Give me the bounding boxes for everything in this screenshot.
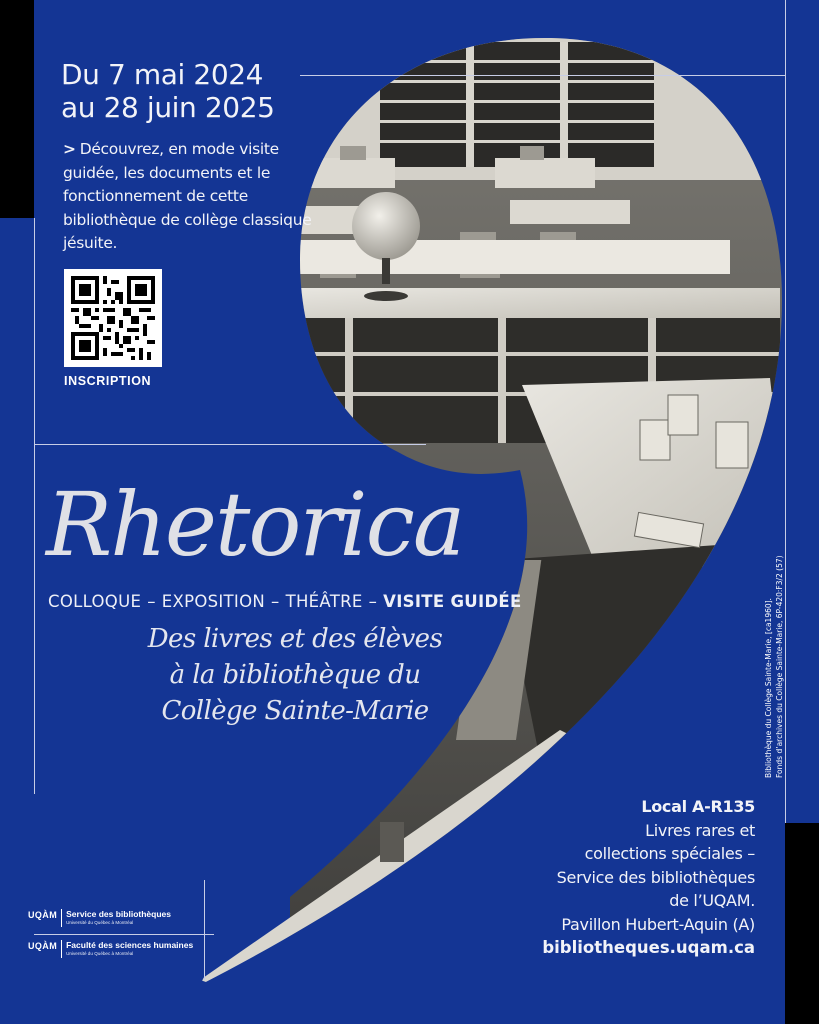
logo-text xyxy=(66,909,171,926)
event-title: Rhetorica xyxy=(46,473,464,576)
logo-unit-name: Service des bibliothèques xyxy=(66,909,171,919)
event-tagline xyxy=(60,621,530,729)
qr-code-icon xyxy=(71,276,155,360)
rule-logo-horizontal xyxy=(34,934,214,935)
location-line-2: collections spéciales – xyxy=(584,844,755,863)
room-number: Local A-R135 xyxy=(641,797,755,816)
location-line-4: de l’UQAM. xyxy=(669,891,755,910)
tagline-line-2: à la bibliothèque du xyxy=(169,660,421,690)
rule-right-vertical xyxy=(785,0,786,823)
website-link[interactable]: bibliotheques.uqam.ca xyxy=(542,938,755,957)
logo-divider xyxy=(61,940,62,958)
intro-text xyxy=(63,138,313,256)
intro-body: Découvrez, en mode visite guidée, les documents et le fonctionnement de cette bibliothèque de collège classique jésuite. xyxy=(63,140,312,252)
tagline-line-3: Collège Sainte-Marie xyxy=(161,696,429,726)
uqam-logo: UQÀM xyxy=(28,941,58,951)
logo-divider xyxy=(61,909,62,927)
photo-credit xyxy=(763,538,785,778)
photo-credit-line-1: Bibliothèque du Collège Sainte-Marie, [ca1960]. xyxy=(764,598,773,778)
logo-unit-name: Faculté des sciences humaines xyxy=(66,940,194,950)
format-exhibition: EXPOSITION xyxy=(161,592,266,611)
photo-credit-line-2: Fonds d’archives du Collège Sainte-Marie, 6P-420:F3/2 (57) xyxy=(775,555,784,778)
registration-label[interactable]: INSCRIPTION xyxy=(64,374,152,388)
rule-top-horizontal xyxy=(300,75,786,76)
chevron-right-icon: > xyxy=(63,140,76,158)
uqam-logo: UQÀM xyxy=(28,910,58,920)
logo-text xyxy=(66,940,193,957)
format-theatre: THÉÂTRE xyxy=(285,592,363,611)
location-line-1: Livres rares et xyxy=(645,820,755,840)
separator: – xyxy=(368,592,378,611)
date-end: au 28 juin 2025 xyxy=(61,91,275,124)
tagline-line-1: Des livres et des élèves xyxy=(147,624,443,654)
date-start: Du 7 mai 2024 xyxy=(61,58,264,91)
separator: – xyxy=(271,592,280,611)
location-line-5: Pavillon Hubert-Aquin (A) xyxy=(561,914,755,934)
exhibition-dates xyxy=(61,58,275,124)
logo-university-name: Université du Québec à Montréal xyxy=(66,920,134,925)
rule-mid-horizontal xyxy=(34,444,426,445)
format-guided-tour: VISITE GUIDÉE xyxy=(383,592,522,611)
logo-university-name: Université du Québec à Montréal xyxy=(66,951,134,956)
event-location xyxy=(475,795,755,960)
logo-service-bibliotheques xyxy=(28,909,171,931)
logo-faculte-sciences-humaines xyxy=(28,940,193,962)
rule-logo-vertical xyxy=(204,880,205,980)
registration-qr-code[interactable] xyxy=(64,269,162,367)
separator: – xyxy=(147,592,156,611)
globe xyxy=(352,192,420,260)
format-colloquium: COLLOQUE xyxy=(48,592,142,611)
event-formats xyxy=(48,592,522,611)
location-line-3: Service des bibliothèques xyxy=(556,867,755,887)
rule-left-vertical xyxy=(34,218,35,794)
